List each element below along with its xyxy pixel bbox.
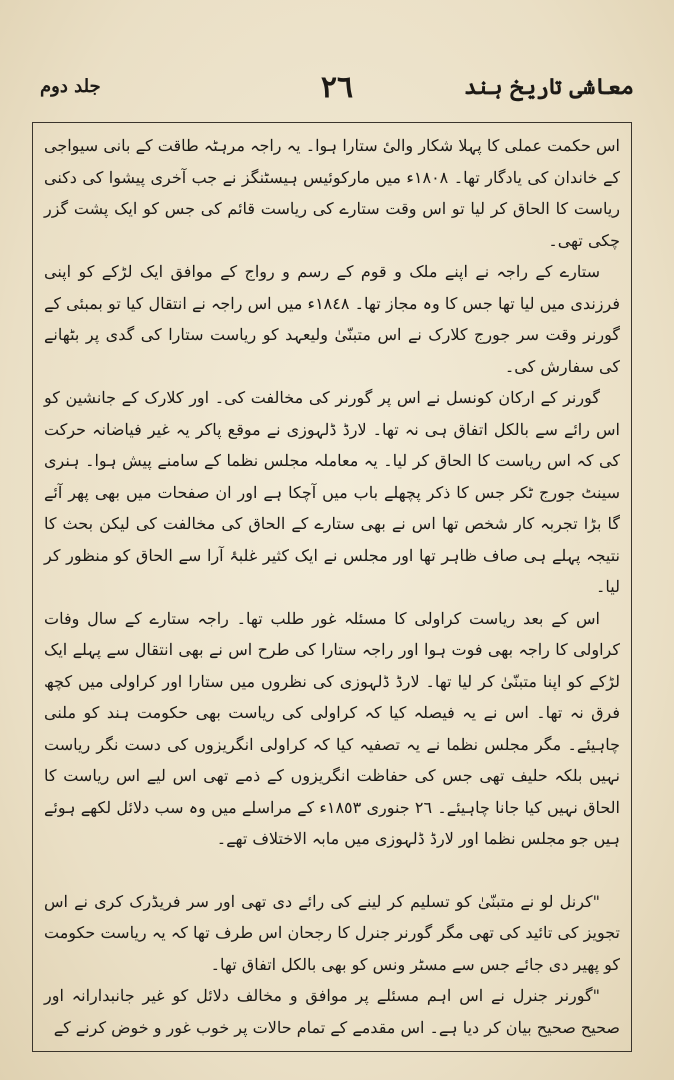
- quoted-paragraph: "کرنل لو نے متبنّیٰ کو تسلیم کر لینے کی رائے دی تھی اور سر فریڈرک کری نے اس تجویز کی تائید کی تھی مگر گورنر جنرل کا رجحان اس طرف تھا کہ یہ ریاست حکومت کو پھیر دی جائے جس سے مسٹر ونس کو بھی بالکل اتفاق تھا۔: [44, 891, 620, 974]
- volume-label: جلد دوم: [40, 76, 101, 97]
- paragraph: اس حکمت عملی کا پہلا شکار والیٔ ستارا ہوا۔ یہ راجہ مرہٹہ طاقت کے بانی سیواجی کے خاندان کی یادگار تھا۔ ١٨٠٨ء میں مارکوئیس ہیسٹنگز نے جب آخری پیشوا کی دکنی ریاست کا الحاق کر لیا تو اس وقت ستارے کی ریاست قائم کی جس کو ایک پشت گزر چکی تھی۔: [44, 136, 620, 250]
- paragraph: گورنر کے ارکان کونسل نے اس پر گورنر کی مخالفت کی۔ اور کلارک کے جانشین کو اس رائے سے بالکل اتفاق ہی نہ تھا۔ لارڈ ڈلہوزی نے موقع پاکر یہ غیر فیاضانہ حرکت کی کہ اس ریاست کا الحاق کر لیا۔ یہ معاملہ مجلس نظما کے سامنے پیش ہوا۔ ہنری سینٹ جورج ٹکر جس کا ذکر پچھلے باب میں آچکا ہے اور ان صفحات میں بھی پھر آئے گا بڑا تجربہ کار شخص تھا اس نے بھی ستارے کے الحاق کی مخالفت کی لیکن بحث کا نتیجہ پہلے ہی صاف ظاہر تھا اور مجلس نے ایک کثیر غلبۂ آرا سے الحاق کو منظور کر لیا۔: [44, 388, 621, 596]
- body-text: [44, 130, 620, 1043]
- paragraph: اس کے بعد ریاست کراولی کا مسئلہ غور طلب تھا۔ راجہ ستارے کے سال وفات کراولی کا راجہ بھی فوت ہوا اور راجہ ستارا کی طرح اس نے بھی انتقال سے پہلے ایک لڑکے کو اپنا متبنّیٰ کر لیا تھا۔ لارڈ ڈلہوزی کی نظروں میں ستارا اور کراولی میں کچھ فرق نہ تھا۔ اس نے یہ فیصلہ کیا کہ کراولی کی ریاست بھی حکومت ہند کو ملنی چاہیئے۔ مگر مجلس نظما نے یہ تصفیہ کیا کہ کراولی انگریزوں کی دست نگر ریاست نہیں بلکہ حلیف تھی جس کی حفاظت انگریزوں کے ذمے تھی اس لیے اس ریاست کا الحاق نہیں کیا جانا چاہیئے۔ ٢٦ جنوری ١٨٥٣ء کے مراسلے میں وہ سب دلائل لکھے ہوئے ہیں جو مجلس نظما اور لارڈ ڈلہوزی میں مابہ الاختلاف تھے۔: [44, 608, 621, 848]
- paragraph-gap: [44, 855, 620, 886]
- page-header: [40, 70, 634, 110]
- page-number: ٢٦: [320, 70, 354, 105]
- paragraph: ستارے کے راجہ نے اپنے ملک و قوم کے رسم و رواج کے موافق ایک لڑکے کو اپنی فرزندی میں لیا تھا جس کا وہ مجاز تھا۔ ١٨٤٨ء میں اس راجہ نے انتقال کیا تو بمبئی کے گورنر وقت سر جورج کلارک نے اس متبنّیٰ ولیعہد کو ریاست ستارا کی گدی پر بٹھانے کی سفارش کی۔: [44, 262, 620, 376]
- running-title: معاشی تاریخ ہند: [463, 74, 634, 100]
- quoted-paragraph: "گورنر جنرل نے اس اہم مسئلے پر موافق و مخالف دلائل کو غیر جانبدارانہ اور صحیح صحیح بیان کر دیا ہے۔ اس مقدمے کے تمام حالات پر خوب غور و خوض کرنے کے: [44, 986, 620, 1037]
